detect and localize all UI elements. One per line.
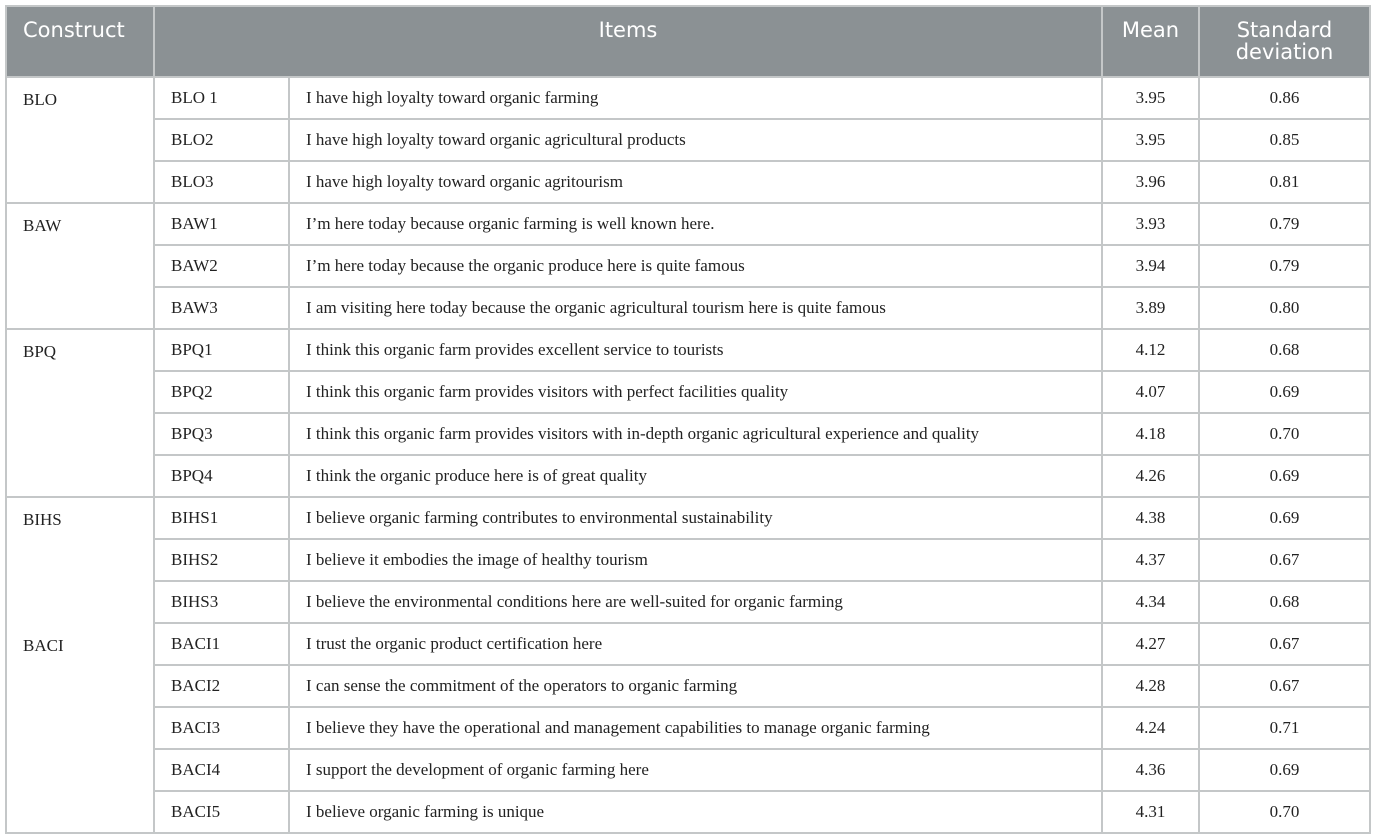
table-row bbox=[6, 665, 1370, 707]
mean-value: 4.07 bbox=[1102, 371, 1199, 413]
table-row bbox=[6, 287, 1370, 329]
sd-value: 0.71 bbox=[1199, 707, 1370, 749]
construct-cell bbox=[6, 497, 154, 833]
table-row bbox=[6, 623, 1370, 665]
item-code: BAW1 bbox=[154, 203, 289, 245]
sd-value: 0.69 bbox=[1199, 497, 1370, 539]
table-row bbox=[6, 455, 1370, 497]
mean-value: 3.96 bbox=[1102, 161, 1199, 203]
item-text: I think this organic farm provides visitors with perfect facilities quality bbox=[289, 371, 1102, 413]
sd-value: 0.81 bbox=[1199, 161, 1370, 203]
mean-value: 4.34 bbox=[1102, 581, 1199, 623]
sd-value: 0.70 bbox=[1199, 791, 1370, 833]
sd-value: 0.79 bbox=[1199, 245, 1370, 287]
sd-value: 0.70 bbox=[1199, 413, 1370, 455]
item-code: BACI1 bbox=[154, 623, 289, 665]
table-body bbox=[6, 77, 1370, 833]
item-text: I think the organic produce here is of great quality bbox=[289, 455, 1102, 497]
table-row bbox=[6, 749, 1370, 791]
item-code: BAW3 bbox=[154, 287, 289, 329]
item-code: BIHS1 bbox=[154, 497, 289, 539]
mean-value: 3.95 bbox=[1102, 119, 1199, 161]
construct-label: BACI bbox=[23, 636, 64, 655]
construct-label: BIHS bbox=[23, 510, 62, 529]
item-text: I believe organic farming is unique bbox=[289, 791, 1102, 833]
table-row bbox=[6, 497, 1370, 539]
sd-value: 0.69 bbox=[1199, 749, 1370, 791]
item-text: I trust the organic product certification here bbox=[289, 623, 1102, 665]
sd-value: 0.67 bbox=[1199, 623, 1370, 665]
item-code: BAW2 bbox=[154, 245, 289, 287]
mean-value: 4.12 bbox=[1102, 329, 1199, 371]
mean-value: 4.27 bbox=[1102, 623, 1199, 665]
sd-value: 0.86 bbox=[1199, 77, 1370, 119]
item-text: I can sense the commitment of the operators to organic farming bbox=[289, 665, 1102, 707]
header-standard-deviation: Standard deviation bbox=[1199, 6, 1370, 77]
table-row bbox=[6, 161, 1370, 203]
item-code: BACI2 bbox=[154, 665, 289, 707]
sd-value: 0.80 bbox=[1199, 287, 1370, 329]
header-row bbox=[6, 6, 1370, 77]
item-text: I have high loyalty toward organic farming bbox=[289, 77, 1102, 119]
mean-value: 4.26 bbox=[1102, 455, 1199, 497]
mean-value: 3.89 bbox=[1102, 287, 1199, 329]
sd-value: 0.85 bbox=[1199, 119, 1370, 161]
item-text: I have high loyalty toward organic agricultural products bbox=[289, 119, 1102, 161]
header-construct: Construct bbox=[6, 6, 154, 77]
item-text: I think this organic farm provides excellent service to tourists bbox=[289, 329, 1102, 371]
table-row bbox=[6, 707, 1370, 749]
construct-label: BLO bbox=[6, 77, 154, 203]
sd-value: 0.67 bbox=[1199, 539, 1370, 581]
item-text: I think this organic farm provides visitors with in-depth organic agricultural experience and quality bbox=[289, 413, 1102, 455]
sd-value: 0.79 bbox=[1199, 203, 1370, 245]
item-code: BACI4 bbox=[154, 749, 289, 791]
mean-value: 4.24 bbox=[1102, 707, 1199, 749]
mean-value: 4.18 bbox=[1102, 413, 1199, 455]
item-code: BACI5 bbox=[154, 791, 289, 833]
item-code: BPQ4 bbox=[154, 455, 289, 497]
item-code: BPQ3 bbox=[154, 413, 289, 455]
item-text: I’m here today because the organic produce here is quite famous bbox=[289, 245, 1102, 287]
mean-value: 3.93 bbox=[1102, 203, 1199, 245]
table-row bbox=[6, 329, 1370, 371]
item-code: BIHS2 bbox=[154, 539, 289, 581]
item-text: I support the development of organic farming here bbox=[289, 749, 1102, 791]
mean-value: 4.37 bbox=[1102, 539, 1199, 581]
sd-value: 0.68 bbox=[1199, 329, 1370, 371]
table-row bbox=[6, 581, 1370, 623]
mean-value: 3.94 bbox=[1102, 245, 1199, 287]
item-text: I have high loyalty toward organic agritourism bbox=[289, 161, 1102, 203]
header-items: Items bbox=[154, 6, 1102, 77]
table-row bbox=[6, 77, 1370, 119]
sd-value: 0.69 bbox=[1199, 371, 1370, 413]
mean-value: 4.31 bbox=[1102, 791, 1199, 833]
mean-value: 4.38 bbox=[1102, 497, 1199, 539]
mean-value: 3.95 bbox=[1102, 77, 1199, 119]
item-code: BLO 1 bbox=[154, 77, 289, 119]
construct-items-table bbox=[5, 5, 1371, 834]
item-text: I believe the environmental conditions here are well-suited for organic farming bbox=[289, 581, 1102, 623]
item-text: I am visiting here today because the organic agricultural tourism here is quite famous bbox=[289, 287, 1102, 329]
item-text: I’m here today because organic farming is well known here. bbox=[289, 203, 1102, 245]
table-row bbox=[6, 245, 1370, 287]
construct-label: BPQ bbox=[6, 329, 154, 497]
item-text: I believe they have the operational and management capabilities to manage organic farming bbox=[289, 707, 1102, 749]
table-row bbox=[6, 119, 1370, 161]
item-code: BIHS3 bbox=[154, 581, 289, 623]
item-code: BLO2 bbox=[154, 119, 289, 161]
mean-value: 4.36 bbox=[1102, 749, 1199, 791]
table-row bbox=[6, 413, 1370, 455]
construct-label: BAW bbox=[6, 203, 154, 329]
item-text: I believe it embodies the image of healthy tourism bbox=[289, 539, 1102, 581]
table-row bbox=[6, 203, 1370, 245]
item-text: I believe organic farming contributes to environmental sustainability bbox=[289, 497, 1102, 539]
sd-value: 0.68 bbox=[1199, 581, 1370, 623]
table-row bbox=[6, 539, 1370, 581]
sd-value: 0.69 bbox=[1199, 455, 1370, 497]
item-code: BPQ1 bbox=[154, 329, 289, 371]
header-mean: Mean bbox=[1102, 6, 1199, 77]
table-row bbox=[6, 371, 1370, 413]
item-code: BPQ2 bbox=[154, 371, 289, 413]
table-row bbox=[6, 791, 1370, 833]
item-code: BLO3 bbox=[154, 161, 289, 203]
item-code: BACI3 bbox=[154, 707, 289, 749]
sd-value: 0.67 bbox=[1199, 665, 1370, 707]
mean-value: 4.28 bbox=[1102, 665, 1199, 707]
